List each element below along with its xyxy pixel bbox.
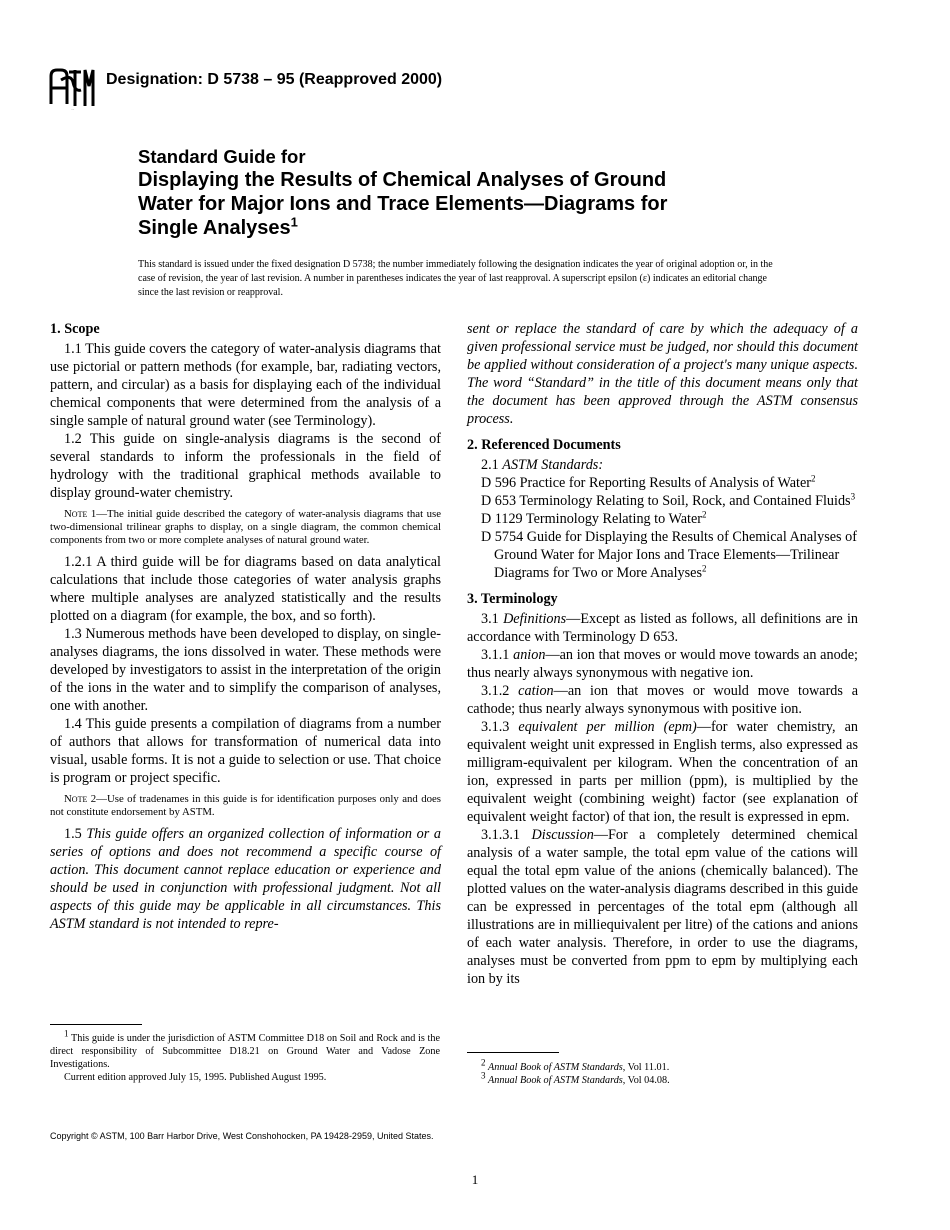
referenced-item: [481, 528, 858, 582]
para-3-1-term: Definitions: [503, 611, 567, 627]
para-3-1-3: [467, 718, 858, 826]
subsection-2-1-number: 2.1: [481, 457, 499, 473]
astm-logo: [47, 66, 95, 110]
para-1-5-continued: sent or replace the standard of care by which the adequacy of a given professional service must be judged, nor should this document be applied without consideration of a project's many unique aspects. The word “Standard” in the title of this document means only that the document has been approved through the ASTM consensus process.: [467, 321, 858, 427]
para-3-1-3-1: [467, 826, 858, 988]
note-2-label: Note: [64, 793, 88, 805]
para-3-1-2-text: —an ion that moves or would move towards a cathode; thus nearly always synonymous with positive ion.: [467, 683, 859, 717]
title-line-1: Displaying the Results of Chemical Analyses of Ground: [138, 169, 667, 191]
footnote-3-title: Annual Book of ASTM Standards: [488, 1075, 623, 1086]
footnotes-right: [467, 1057, 857, 1087]
referenced-item-sup: 3: [850, 491, 856, 502]
para-3-1-3-text: —for water chemistry, an equivalent weight unit expressed in English terms, also expressed as milligram-equivalent per kilogram. When the concentration of an ion, expressed in parts per million (ppm), is multiplied by the equivalent weight (combining weight) factor (see explanation of equivalent weight factor) of that ion, the result is expressed in epm.: [467, 719, 859, 825]
referenced-item-text: D 653 Terminology Relating to Soil, Rock, and Contained Fluids: [481, 493, 851, 509]
para-1-3: 1.3 Numerous methods have been developed to display, on single-analyses diagrams, the ions dissolved in water. These methods were developed by investigators to assist in the interpretation of the origin of the ions in the water and to simplify the comparison of analyses, one with another.: [50, 626, 441, 714]
para-3-1-3-1-text: —For a completely determined chemical analysis of a water sample, the total epm value of the cations will equal the total epm value of the anions (chemically balanced). The plotted values on the water-analysis diagrams described in this guide can be expressed in percentages of the total epm (although all illustrations are in milliequivalent per litre) of the cations and anions of each water analysis. Therefore, in order to use the diagrams, analyses must be converted from ppm to epm by multiplying each ion by its: [467, 827, 859, 987]
logo-lettering: ASTM: [71, 110, 74, 111]
para-3-1-2-term: cation: [518, 683, 554, 699]
footnote-3: [467, 1070, 857, 1087]
para-3-1-3-term: equivalent per million (epm): [518, 719, 697, 735]
referenced-item-sup: 2: [702, 509, 707, 520]
footnote-3-volume: , Vol 04.08.: [622, 1075, 670, 1086]
title-line-2: Water for Major Ions and Trace Elements—Diagrams for: [138, 193, 668, 215]
para-3-1-1-number: 3.1.1: [481, 647, 510, 663]
title-footnote-ref: 1: [290, 214, 298, 230]
section-terminology-heading: 3. Terminology: [467, 591, 558, 607]
note-2-text: 2—Use of tradenames in this guide is for identification purposes only and does not constitute endorsement by ASTM.: [50, 793, 441, 818]
para-3-1-3-1-term: Discussion: [531, 827, 594, 843]
footnote-rule-right: [467, 1052, 559, 1053]
title-line-3-text: Single Analyses: [138, 217, 291, 239]
footnote-rule-left: [50, 1024, 142, 1025]
para-1-2: 1.2 This guide on single-analysis diagrams is the second of several standards to inform the professionals in the field of hydrology with the traditional graphical methods available to display ground-water chemistry.: [50, 431, 441, 501]
title-line-3: [138, 216, 778, 240]
para-3-1-1-term: anion: [513, 647, 546, 663]
subsection-2-1: [467, 456, 858, 474]
footnote-2-title: Annual Book of ASTM Standards: [488, 1062, 623, 1073]
section-scope-heading: 1. Scope: [50, 321, 100, 337]
footnote-2-marker: 2: [481, 1057, 486, 1068]
designation: Designation: D 5738 – 95 (Reapproved 2000): [106, 71, 443, 88]
page-number: 1: [471, 1172, 479, 1187]
note-1-text: 1—The initial guide described the category of water-analysis diagrams that use two-dimensional trilinear graphs to display, on a single diagram, the common chemical components from two or more complete analyses of natural ground water.: [50, 508, 441, 546]
para-3-1-2-number: 3.1.2: [481, 683, 510, 699]
para-1-5-text: This guide offers an organized collection of information or a series of options and does not recommend a specific course of action. This document cannot replace education or experience and should be used in conjunction with professional judgment. Not all aspects of this guide may be applicable in all circumstances. This ASTM standard is not intended to repre-: [50, 826, 441, 932]
para-3-1-2: [467, 682, 858, 718]
title-prefix: Standard Guide for: [138, 146, 306, 167]
para-3-1-number: 3.1: [481, 611, 499, 627]
section-referenced-heading: 2. Referenced Documents: [467, 437, 621, 453]
footnote-1-marker: 1: [64, 1028, 69, 1039]
referenced-item-sup: 2: [701, 563, 707, 574]
para-3-1-3-1-number: 3.1.3.1: [481, 827, 521, 843]
referenced-item: [481, 510, 858, 528]
note-1: [50, 508, 441, 547]
footnotes-left: [50, 1028, 440, 1084]
issue-note: This standard is issued under the fixed designation D 5738; the number immediately following the designation indicates the year of original adoption or, in the case of revision, the year of last revision. A number in parentheses indicates the year of last reapproval. A superscript epsilon (ε) indicates an editorial change since the last revision or reapproval.: [138, 259, 773, 298]
copyright-line: Copyright © ASTM, 100 Barr Harbor Drive, West Conshohocken, PA 19428-2959, United States.: [50, 1131, 434, 1141]
para-3-1-3-number: 3.1.3: [481, 719, 510, 735]
footnote-1-text: This guide is under the jurisdiction of ASTM Committee D18 on Soil and Rock and is the direct responsibility of Subcommittee D18.21 on Ground Water and Vadose Zone Investigations.: [50, 1033, 440, 1070]
para-3-1-text: —Except as listed as follows, all definitions are in accordance with Terminology D 653.: [467, 611, 859, 645]
referenced-item-text: D 1129 Terminology Relating to Water: [481, 511, 703, 527]
right-column: [467, 320, 858, 988]
para-1-5: [50, 825, 441, 933]
para-3-1-1-text: —an ion that moves or would move towards an anode; thus nearly always synonymous with negative ion.: [467, 647, 858, 681]
referenced-item-sup: 2: [810, 473, 816, 484]
referenced-item-text: D 596 Practice for Reporting Results of Analysis of Water: [481, 475, 811, 491]
para-1-1: 1.1 This guide covers the category of water-analysis diagrams that use pictorial or pattern methods (for example, bar, radiating vectors, pattern, and circular) as a basis for displaying each of the individual chemical components that were determined from the analysis of a single sample of natural ground water (see Terminology).: [50, 341, 441, 429]
footnote-1: [50, 1028, 440, 1071]
para-1-2-1: 1.2.1 A third guide will be for diagrams based on data analytical calculations that include those categories of water analysis graphs where multiple analyses are analyzed statistically and the results plotted on a diagram (for example, the box, and so forth).: [50, 554, 441, 624]
note-1-label: Note: [64, 508, 88, 520]
referenced-item: [481, 492, 858, 510]
para-1-4: 1.4 This guide presents a compilation of diagrams from a number of authors that allows for transformation of numerical data into visual, usable forms. It is not a guide to selection or use. That choice is program or project specific.: [50, 716, 441, 786]
footnote-2: [467, 1057, 857, 1074]
para-3-1-1: [467, 646, 858, 682]
footnote-1-edition: Current edition approved July 15, 1995. Published August 1995.: [64, 1072, 327, 1083]
referenced-list: [467, 474, 858, 582]
para-3-1: [467, 610, 858, 646]
para-1-5-number: 1.5: [64, 826, 82, 842]
referenced-item: [481, 474, 858, 492]
referenced-item-text: D 5754 Guide for Displaying the Results of Chemical Analyses of Ground Water for Major Ions and Trace Elements—Trilinear Diagrams for Two or More Analyses: [481, 529, 857, 581]
note-2: [50, 793, 441, 819]
left-column: [50, 320, 441, 933]
footnote-3-marker: 3: [481, 1070, 486, 1081]
title-block: [138, 146, 778, 240]
footnote-2-volume: , Vol 11.01.: [622, 1062, 670, 1073]
subsection-2-1-title: ASTM Standards:: [502, 457, 604, 473]
